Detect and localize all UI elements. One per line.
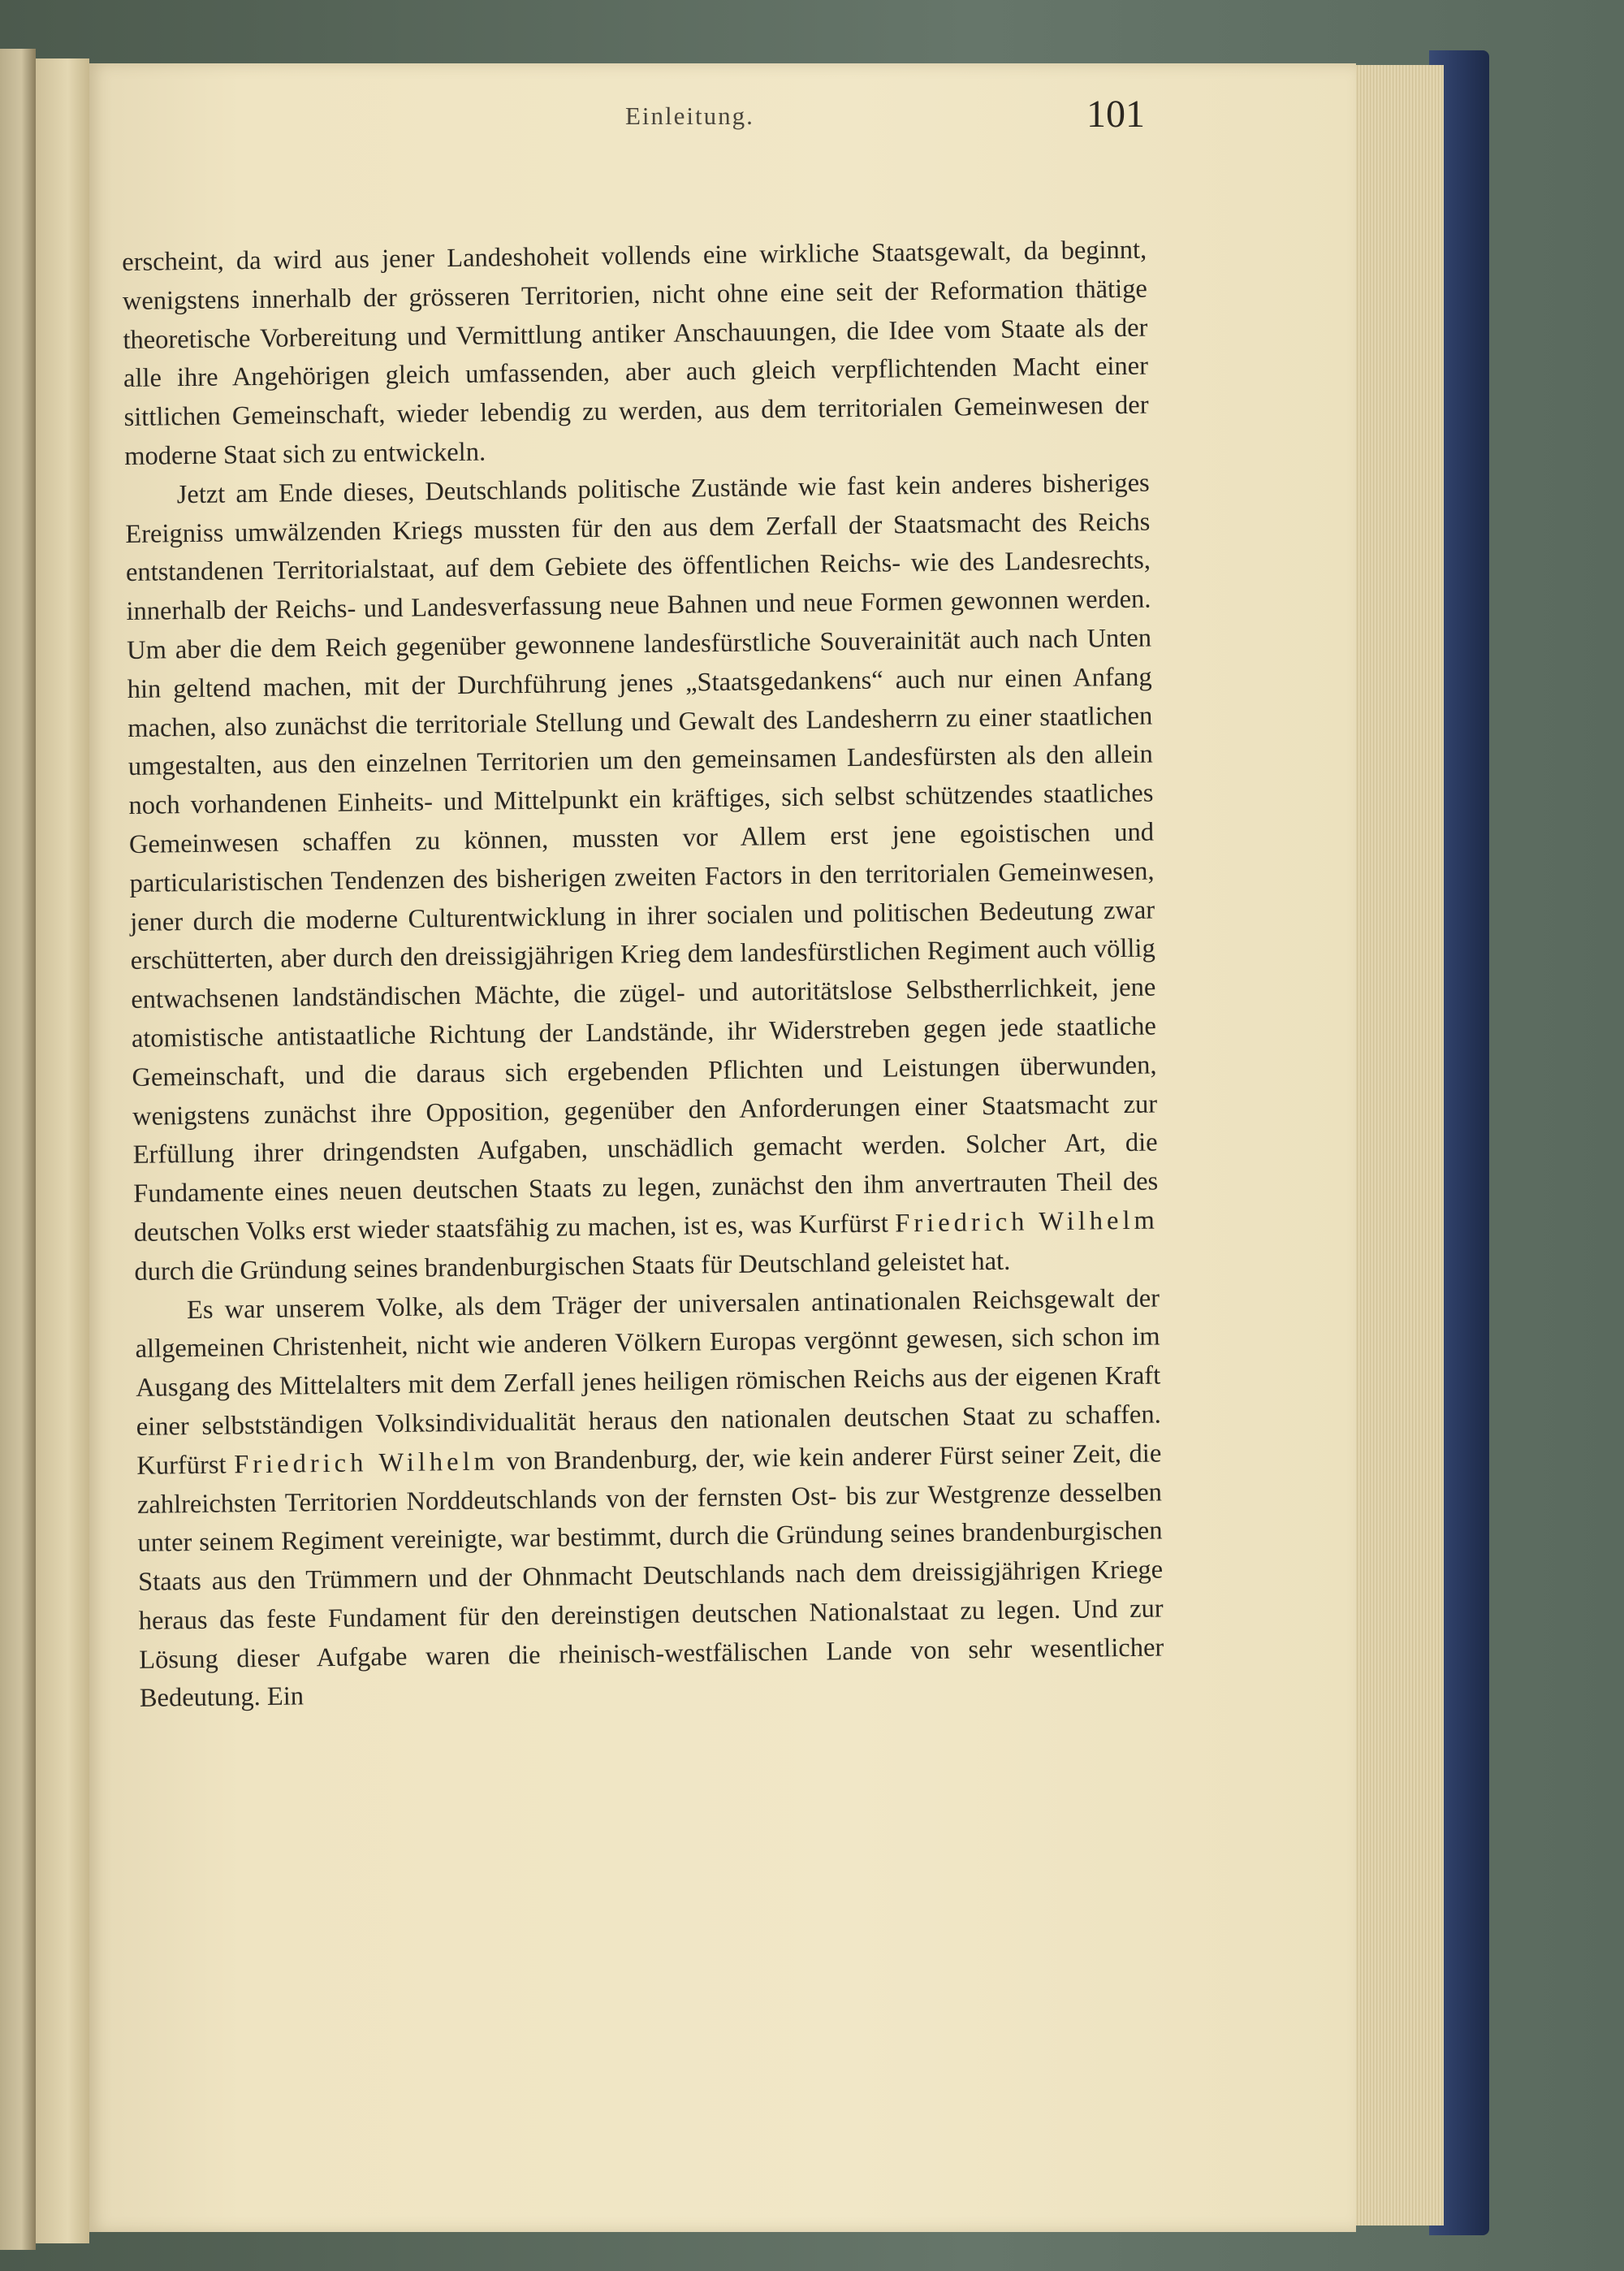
page-number: 101 bbox=[1086, 93, 1145, 136]
paragraph-text: Es war unserem Volke, als dem Träger der universalen antinationalen Reichsgewalt der allgemeinen Christenheit, nicht wie anderen Völkern Europas vergönnt gewesen, sich schon im Ausgang des Mittelalters mit dem Zerfall jenes heiligen römischen Reichs aus der eigenen Kraft einer selbstständigen Volksindividualität heraus den nationalen deutschen Staat zu schaffen. Kurfürst bbox=[135, 1283, 1161, 1481]
paragraph-1 bbox=[122, 231, 1149, 477]
spaced-name: Friedrich Wilhelm bbox=[895, 1205, 1160, 1239]
page-edges bbox=[1348, 65, 1444, 2226]
body-text bbox=[122, 231, 1164, 1719]
paragraph-3 bbox=[135, 1279, 1164, 1719]
paragraph-text: von Brandenburg, der, wie kein anderer Fürst seiner Zeit, die zahlreichsten Territorien Norddeutschlands von der fernsten Ost- bis zur Westgrenze desselben unter seinem Regiment vereinigte, war bestimmt, durch die Gründung seines brandenburgischen Staats aus den Trümmern und der Ohnmacht Deutschlands nach dem dreissigjährigen Kriege heraus das feste Fundament für den dereinstigen deutschen Nationalstaat zu legen. Und zur Lösung dieser Aufgabe waren die rheinisch-westfälischen Lande von sehr wesentlicher Bedeutung. Ein bbox=[136, 1438, 1164, 1714]
spaced-name: Friedrich Wilhelm bbox=[233, 1447, 499, 1480]
running-head: Einleitung. bbox=[625, 102, 754, 130]
book-gutter bbox=[36, 58, 89, 2243]
paragraph-text: durch die Gründung seines brandenburgischen Staats für Deutschland geleistet hat. bbox=[134, 1246, 1011, 1287]
paragraph-text: Jetzt am Ende dieses, Deutschlands politische Zustände wie fast kein anderes bisheriges Ereigniss umwälzenden Kriegs mussten für den aus dem Zerfall der Staatsmacht des Reichs entstandenen Territorialstaat, auf dem Gebiete des öffentlichen Reichs- wie des Landesrechts, innerhalb der Reichs- und Landesverfassung neue Bahnen und neue Formen gewonnen werden. Um aber die dem Reich gegenüber gewonnene landesfürstliche Souverainität auch nach Unten hin geltend machen, mit der Durchführung jenes „Staatsgedankens“ auch nur einen Anfang machen, also zunächst die territoriale Stellung und Gewalt des Landesherrn zu einer staatlichen umgestalten, aus den einzelnen Territorien um den gemeinsamen Landesfürsten als den allein noch vorhandenen Einheits- und Mittelpunkt ein kräftiges, sich selbst schützendes staatliches Gemeinwesen schaffen zu können, mussten vor Allem erst jene egoistischen und particularistischen Tendenzen des bisherigen zweiten Factors in den territorialen Gemeinwesen, jener durch die moderne Culturentwicklung in ihrer socialen und politischen Bedeutung zwar erschütterten, aber durch den dreissigjährigen Krieg dem landesfürstlichen Regiment auch völlig entwachsenen landständischen Mächte, die zügel- und autoritätslose Selbstherrlichkeit, jene atomistische antistaatliche Richtung der Landstände, ihr Widerstreben gegen jede staatliche Gemeinschaft, und die daraus sich ergebenden Pflichten und Leistungen überwunden, wenigstens zunächst ihre Opposition, gegenüber den Anforderungen einer Staatsmacht zur Erfüllung ihrer dringendsten Aufgaben, unschädlich gemacht werden. Solcher Art, die Fundamente eines neuen deutschen Staats zu legen, zunächst den ihm anvertrauten Theil des deutschen Volks erst wieder staatsfähig zu machen, ist es, was Kurfürst bbox=[125, 468, 1159, 1248]
paragraph-2 bbox=[125, 464, 1160, 1291]
page-header bbox=[122, 93, 1145, 167]
left-book-board bbox=[0, 49, 36, 2250]
paragraph-text: erscheint, da wird aus jener Landeshoheit vollends eine wirkliche Staatsgewalt, da beginnt, wenigstens innerhalb der grösseren Territorien, nicht ohne eine seit der Reformation thätige theoretische Vorbereitung und Vermittlung antiker Anschauungen, die Idee vom Staate als der alle ihre Angehörigen gleich umfassenden, aber auch gleich verpflichtenden Macht einer sittlichen Gemeinschaft, wieder lebendig zu werden, aus dem territorialen Gemeinwesen der moderne Staat sich zu entwickeln. bbox=[122, 235, 1149, 471]
